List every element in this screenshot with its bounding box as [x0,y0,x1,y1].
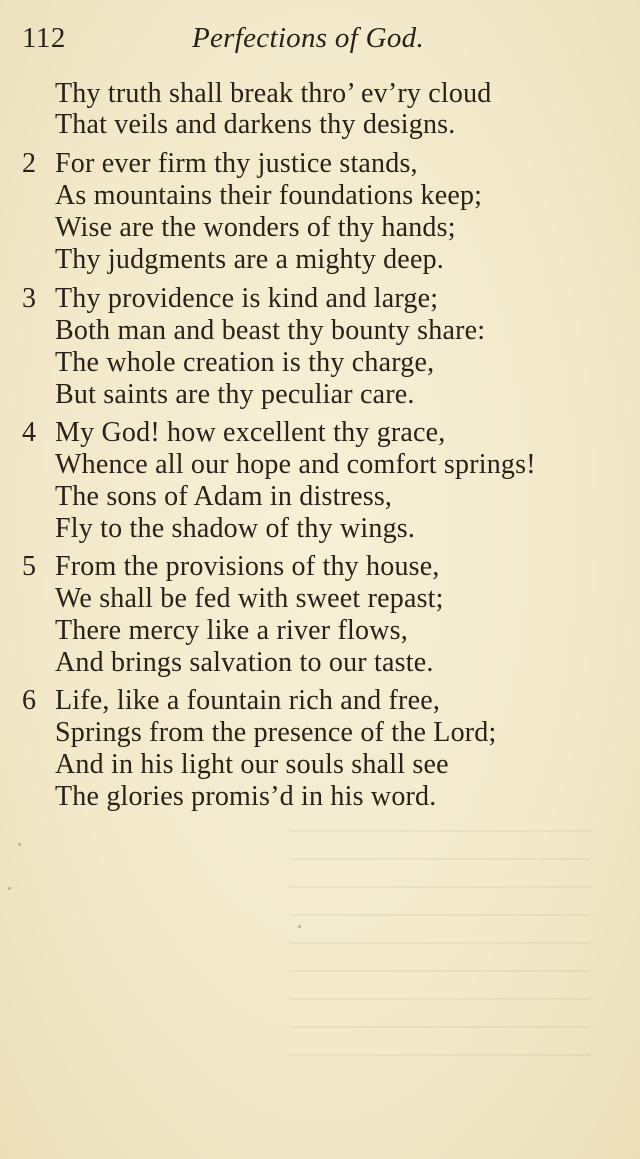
verse-line: From the provisions of thy house, [55,551,440,582]
paper-speck [8,887,11,890]
paper-speck [298,925,301,928]
verse-number: 4 [22,417,36,448]
verse-line: And brings salvation to our taste. [55,647,434,678]
paper-speck [18,843,21,846]
verse-number: 2 [22,148,36,179]
verse-line: The sons of Adam in distress, [55,481,393,512]
verse-line: And in his light our souls shall see [55,749,449,780]
verse-line: Wise are the wonders of thy hands; [55,212,456,243]
verse-line: Thy providence is kind and large; [55,283,439,314]
verse-line: Life, like a fountain rich and free, [55,685,441,716]
verse-line: My God! how excellent thy grace, [55,417,446,448]
verse-line: We shall be fed with sweet repast; [55,583,444,614]
verse-line: The whole creation is thy charge, [55,347,435,378]
show-through-text [290,830,590,1080]
verse-number: 6 [22,685,36,716]
verse-line: The glories promis’d in his word. [55,781,437,812]
verse-line: Thy judgments are a mighty deep. [55,244,444,275]
verse-line: Springs from the presence of the Lord; [55,717,497,748]
verse-line: Thy truth shall break thro’ ev’ry cloud [55,78,492,109]
verse-line: But saints are thy peculiar care. [55,379,415,410]
verse-line: Fly to the shadow of thy wings. [55,513,416,544]
verse-line: For ever firm thy justice stands, [55,148,418,179]
verse-line: Whence all our hope and comfort springs! [55,449,536,480]
page-header [22,22,622,62]
verse-line: As mountains their foundations keep; [55,180,483,211]
verse-number: 3 [22,283,36,314]
verse-number: 5 [22,551,36,582]
verse-line: That veils and darkens thy designs. [55,109,456,140]
page-number: 112 [22,22,66,54]
verse-line: Both man and beast thy bounty share: [55,315,486,346]
verse-line: There mercy like a river flows, [55,615,408,646]
running-title: Perfections of God. [192,22,425,54]
